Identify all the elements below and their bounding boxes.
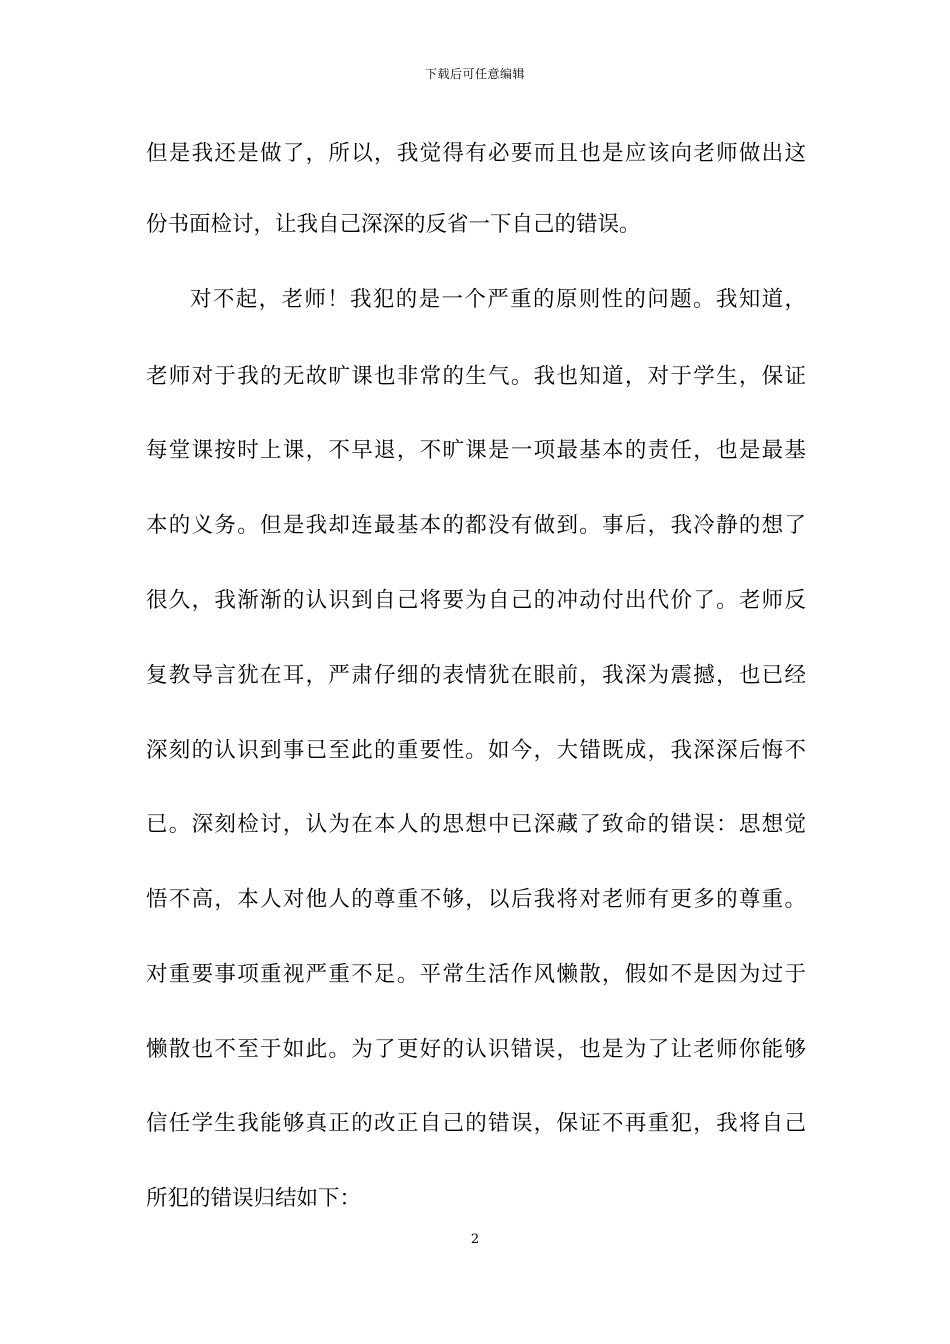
- text-line: 每堂课按时上课，不早退，不旷课是一项最基本的责任，也是最基: [146, 438, 806, 463]
- text-line: 信任学生我能够真正的改正自己的错误，保证不再重犯，我将自己: [146, 1111, 806, 1136]
- text-line: 很久，我渐渐的认识到自己将要为自己的冲动付出代价了。老师反: [146, 588, 806, 613]
- page-header: 下载后可任意编辑: [424, 67, 525, 81]
- text-line: 所犯的错误归结如下：: [146, 1186, 362, 1211]
- text-line: 懒散也不至于如此。为了更好的认识错误，也是为了让老师你能够: [146, 1037, 806, 1062]
- text-line: 本的义务。但是我却连最基本的都没有做到。事后，我冷静的想了: [146, 513, 806, 538]
- text-line: 复教导言犹在耳，严肃仔细的表情犹在眼前，我深为震撼，也已经: [146, 663, 806, 688]
- text-line: 份书面检讨，让我自己深深的反省一下自己的错误。: [146, 212, 641, 237]
- text-line: 老师对于我的无故旷课也非常的生气。我也知道，对于学生，保证: [146, 364, 806, 389]
- text-line: 悟不高，本人对他人的尊重不够，以后我将对老师有更多的尊重。: [146, 887, 806, 912]
- text-line: 已。深刻检讨，认为在本人的思想中已深藏了致命的错误：思想觉: [146, 812, 806, 837]
- text-line: 深刻的认识到事已至此的重要性。如今，大错既成，我深深后悔不: [146, 738, 806, 763]
- paragraph-start-line: 对不起，老师！我犯的是一个严重的原则性的问题。我知道，: [190, 287, 806, 312]
- page-number: 2: [470, 1232, 480, 1247]
- text-line: 对重要事项重视严重不足。平常生活作风懒散，假如不是因为过于: [146, 962, 806, 987]
- text-line: 但是我还是做了，所以，我觉得有必要而且也是应该向老师做出这: [146, 141, 806, 166]
